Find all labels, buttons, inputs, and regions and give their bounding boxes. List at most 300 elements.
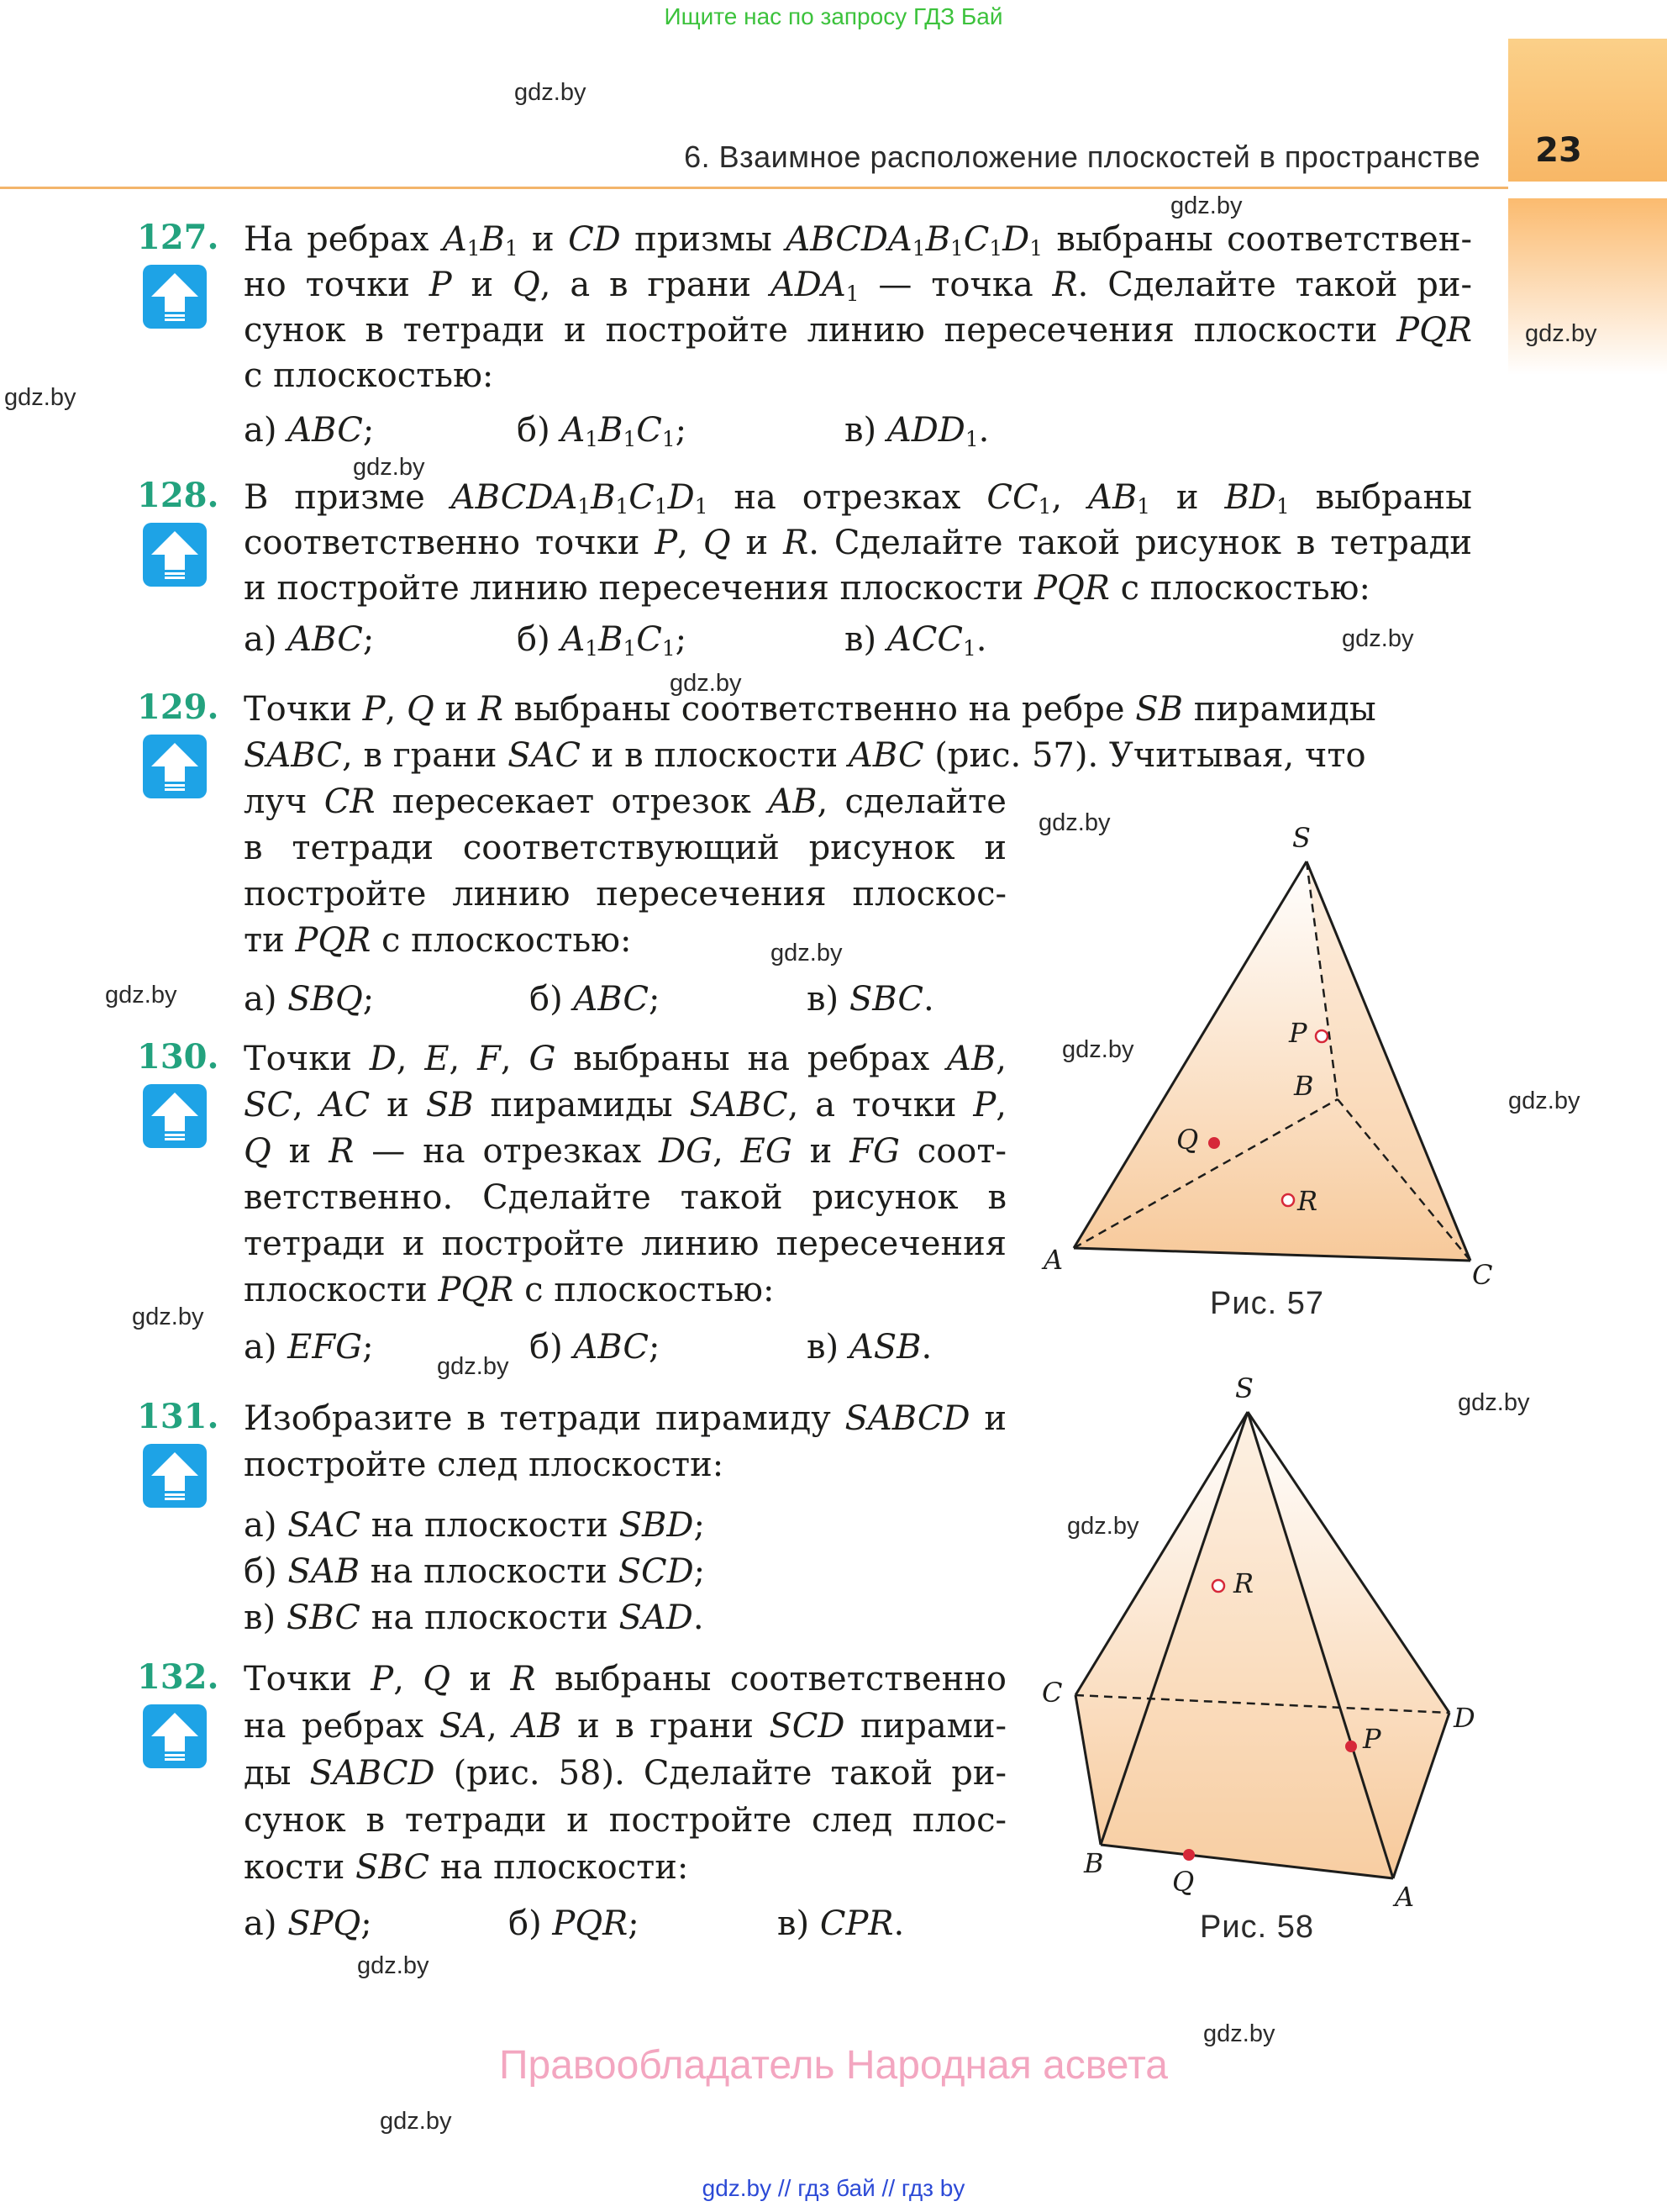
text-run: в) [807, 1328, 849, 1367]
text-run: на плоскости [360, 1506, 619, 1545]
watermark: gdz.by [105, 982, 177, 1009]
arrow-up-icon [143, 1444, 207, 1508]
problem-text-line [244, 1224, 1007, 1263]
text-run: 1 [615, 494, 629, 519]
text-run: кости [244, 1848, 355, 1887]
text-run: 1 [989, 236, 1003, 261]
problem-number: 127. [137, 218, 219, 257]
text-run: , в грани [342, 736, 508, 775]
watermark: gdz.by [437, 1353, 509, 1380]
text-run: (рис. 58). Сделайте такой ри- [434, 1754, 1007, 1793]
text-run: и [451, 266, 513, 304]
text-run: 1 [1029, 236, 1043, 261]
text-run: C [636, 620, 662, 659]
text-run: а) [244, 1506, 288, 1545]
text-run: Q [702, 524, 731, 562]
text-run: а) [244, 411, 288, 450]
text-run: AB [513, 1707, 562, 1746]
text-run: 1 [965, 427, 979, 452]
text-run: ABC [573, 980, 649, 1019]
problem-text-line [244, 831, 1007, 865]
text-run: SAC [287, 1506, 361, 1545]
text-run: а) [244, 980, 288, 1019]
text-run: D [1002, 220, 1030, 259]
text-run: ; [362, 1328, 374, 1367]
text-run: и [370, 1086, 426, 1124]
answer-option [244, 411, 374, 450]
problem-text-line [244, 1754, 1007, 1793]
text-run: и постройте линию пересечения плоскости [244, 569, 1035, 608]
text-run: сунок в тетради и постройте линию пересечения плоскости [244, 311, 1397, 350]
text-run: ABC [287, 411, 363, 450]
text-run: 1 [504, 236, 518, 261]
answer-option [244, 980, 374, 1019]
text-run: R [477, 690, 503, 729]
arrow-up-icon [143, 523, 207, 587]
label-r: R [1297, 1185, 1318, 1217]
text-run: , [393, 1660, 423, 1698]
text-run: A [560, 620, 586, 659]
watermark: gdz.by [670, 670, 742, 697]
text-run: на плоскости [360, 1598, 619, 1637]
text-run: ABC [573, 1328, 649, 1367]
text-run: SBQ [287, 980, 363, 1019]
text-run: На ребрах [244, 220, 443, 259]
text-run: , [449, 1040, 478, 1078]
point-q [1208, 1137, 1220, 1149]
text-run: ABCDA [450, 478, 578, 517]
label-b: B [1294, 1070, 1314, 1102]
text-run: ; [693, 1506, 705, 1545]
text-run: ; [362, 980, 375, 1019]
text-run: б) [517, 411, 561, 450]
text-run: 1 [654, 494, 668, 519]
text-run: PQR [295, 921, 371, 960]
text-run: и [450, 1660, 511, 1698]
text-run: на плоскости: [429, 1848, 689, 1887]
text-run: и [518, 220, 569, 259]
watermark: gdz.by [1342, 625, 1414, 652]
text-run: выбраны [1289, 478, 1473, 517]
figure-57-caption: Рис. 57 [1210, 1286, 1324, 1321]
text-run: ; [628, 1904, 639, 1943]
text-run: Q [406, 690, 434, 729]
problem-text-line [244, 1848, 1007, 1887]
watermark: gdz.by [1067, 1513, 1139, 1540]
text-run: ; [649, 1328, 660, 1367]
label-a: A [1395, 1881, 1415, 1912]
text-run: B [598, 620, 623, 659]
figure-58-pyramid [1033, 1366, 1504, 1912]
label-p: P [1363, 1723, 1381, 1755]
text-run: SABCD [309, 1754, 435, 1793]
text-run: B [480, 220, 505, 259]
text-run: PQR [1034, 569, 1110, 608]
text-run: Q [423, 1660, 451, 1698]
watermark: gdz.by [380, 2108, 452, 2135]
text-run: A [560, 411, 586, 450]
answer-option [529, 980, 660, 1019]
text-run: выбраны соответственно на ребре [502, 690, 1136, 729]
page-tab-bottom [1508, 198, 1667, 375]
text-run: пирамиды [1183, 690, 1376, 729]
figure-57-pyramid [1033, 815, 1504, 1303]
text-run: E [424, 1040, 450, 1078]
watermark: gdz.by [353, 454, 425, 481]
text-run: , а в грани [539, 266, 770, 304]
problem-text-line [244, 690, 1376, 729]
text-run: SPQ [287, 1904, 361, 1943]
text-run: P [655, 524, 678, 562]
text-run: пересекает отрезок [375, 782, 769, 821]
text-run: а) [244, 620, 288, 659]
text-run: CR [323, 782, 376, 821]
text-run: . [692, 1598, 704, 1637]
problem-text-line [244, 1707, 1007, 1746]
text-run: (рис. 57). Учитывая, что [923, 736, 1366, 775]
text-run: ABC [848, 736, 924, 775]
answer-option [244, 1904, 372, 1943]
text-run: 1 [585, 636, 599, 661]
problem-number: 129. [137, 687, 219, 727]
text-run: AB [1087, 478, 1138, 517]
text-run: постройте линию пересечения плоскос- [244, 875, 1007, 914]
search-banner: Ищите нас по запросу ГДЗ Бай [664, 3, 1003, 29]
problem-text-line [244, 1801, 1007, 1840]
text-run: 1 [1275, 494, 1290, 519]
text-run: 1 [845, 282, 860, 307]
text-run: и [1150, 478, 1225, 517]
text-run: D [369, 1040, 397, 1078]
text-run: ABCDA [786, 220, 912, 259]
watermark: gdz.by [1508, 1088, 1580, 1114]
problem-text-line [244, 736, 1366, 775]
text-run: SBD [618, 1506, 694, 1545]
problem-number: 128. [137, 476, 219, 515]
text-run: PQR [1396, 311, 1472, 350]
text-run: B [925, 220, 950, 259]
text-run: ADA [770, 266, 846, 304]
text-run: ; [360, 1904, 372, 1943]
text-run: SB [1135, 690, 1184, 729]
point-r [1212, 1580, 1224, 1592]
problem-text-line [244, 569, 1472, 608]
problem-text-line [244, 311, 1472, 350]
text-run: PQR [552, 1904, 628, 1943]
text-run: 1 [962, 636, 976, 661]
text-run: F [477, 1040, 501, 1078]
label-s: S [1235, 1372, 1254, 1404]
text-run: ; [362, 620, 375, 659]
text-run: пирамиды [473, 1086, 690, 1124]
text-run: соответственно точки [244, 524, 655, 562]
text-run: SAD [618, 1598, 693, 1637]
text-run: , [996, 1040, 1007, 1078]
text-run: с плоскостью: [513, 1271, 775, 1309]
arrow-up-icon [143, 1084, 207, 1148]
text-run: AB [768, 782, 818, 821]
label-p: P [1289, 1017, 1307, 1049]
text-run: выбраны соответственно [535, 1660, 1007, 1698]
text-run: SCD [769, 1707, 845, 1746]
point-p [1316, 1030, 1328, 1042]
text-run: с плоскостью: [1109, 569, 1370, 608]
text-run: . [975, 620, 987, 659]
point-p [1345, 1741, 1357, 1752]
text-run: 1 [623, 636, 637, 661]
text-run: сунок в тетради и постройте след плос- [244, 1801, 1007, 1840]
text-run: DG [659, 1132, 713, 1171]
text-run: C [636, 411, 662, 450]
text-run: ABC [287, 620, 363, 659]
text-run: и в плоскости [581, 736, 849, 775]
text-run: Q [512, 266, 540, 304]
header-rule [0, 187, 1508, 189]
arrow-up-icon [143, 1704, 207, 1768]
text-run: ; [693, 1552, 706, 1591]
text-run: 1 [585, 427, 599, 452]
text-run: 1 [949, 236, 964, 261]
text-run: , [292, 1086, 320, 1124]
text-run: CPR [819, 1904, 894, 1943]
problem-text-line [244, 1662, 1007, 1696]
text-run: соот- [899, 1132, 1007, 1171]
answer-option [508, 1904, 639, 1943]
text-run: ; [675, 620, 687, 659]
text-run: б) [529, 1328, 574, 1367]
text-run: 1 [1038, 494, 1052, 519]
text-run: , [486, 1707, 513, 1746]
text-run: на ребрах [244, 1707, 439, 1746]
watermark: gdz.by [1458, 1389, 1530, 1416]
text-run: 1 [1137, 494, 1151, 519]
label-a: A [1044, 1244, 1064, 1276]
problem-text-line [244, 1448, 1007, 1482]
text-run: SCD [618, 1552, 694, 1591]
problem-number: 132. [137, 1657, 219, 1697]
problem-text-line [244, 526, 1472, 560]
footer-links[interactable]: gdz.by // гдз бай // гдз by [702, 2175, 965, 2201]
answer-option [517, 411, 686, 450]
text-run: б) [529, 980, 574, 1019]
text-run: G [528, 1040, 556, 1078]
text-run: . [923, 980, 934, 1019]
text-run: P [371, 1660, 394, 1698]
text-run: . [978, 411, 990, 450]
text-run: SBC [849, 980, 923, 1019]
text-run: SC [244, 1086, 293, 1124]
text-run: B [591, 478, 616, 517]
problem-text-line [244, 921, 1007, 960]
problem-number: 131. [137, 1397, 219, 1436]
text-run: и [434, 690, 478, 729]
answer-option [844, 620, 986, 659]
text-run: R [783, 524, 809, 562]
watermark: gdz.by [4, 384, 76, 411]
text-run: . Сделайте такой ри- [1077, 266, 1473, 304]
text-run: и [970, 1399, 1007, 1438]
text-run: б) [508, 1904, 553, 1943]
label-q: Q [1172, 1866, 1195, 1898]
answer-option [244, 620, 374, 659]
text-run: AB [947, 1040, 997, 1078]
text-run: плоскости [244, 1271, 439, 1309]
text-run: — точка [859, 266, 1053, 304]
text-run: в) [844, 411, 887, 450]
text-run: EG [740, 1132, 792, 1171]
label-c: C [1042, 1677, 1063, 1709]
text-run: , [1051, 478, 1088, 517]
text-run: . Сделайте такой рисунок в тетради [808, 524, 1472, 562]
text-run: в) [777, 1904, 820, 1943]
text-run: SBC [286, 1598, 360, 1637]
text-run: D [667, 478, 695, 517]
text-run: , [996, 1086, 1007, 1124]
text-run: SAB [287, 1552, 360, 1591]
text-run: P [429, 266, 452, 304]
watermark: gdz.by [770, 940, 843, 966]
problem-text-line [244, 266, 1473, 307]
watermark: gdz.by [1203, 2020, 1275, 2047]
text-run: в) [807, 980, 849, 1019]
text-run: CC [986, 478, 1039, 517]
text-run: , [500, 1040, 529, 1078]
answer-option [244, 1598, 704, 1637]
text-run: с плоскостью: [244, 356, 494, 395]
answer-option [844, 411, 989, 450]
text-run: тетради и постройте линию пересечения [244, 1224, 1007, 1263]
text-run: ды [244, 1754, 310, 1793]
problem-text-line [244, 1088, 1007, 1122]
text-run: FG [849, 1132, 900, 1171]
text-run: Изобразите в тетради пирамиду [244, 1399, 845, 1438]
answer-option [807, 1328, 932, 1367]
text-run: Точки [244, 1040, 370, 1078]
text-run: ACC [886, 620, 963, 659]
text-run: A [442, 220, 467, 259]
text-run: на отрезках [707, 478, 987, 517]
text-run: ; [675, 411, 687, 450]
text-run: , [385, 690, 407, 729]
text-run: в тетради соответствующий рисунок и [244, 829, 1007, 867]
problem-text-line [244, 220, 1473, 261]
text-run: Точки [244, 1660, 371, 1698]
text-run: В призме [244, 478, 451, 517]
problem-text-line [244, 356, 1472, 395]
point-r [1282, 1194, 1294, 1206]
text-run: , а точки [787, 1086, 974, 1124]
text-run: PQR [438, 1271, 514, 1309]
watermark: gdz.by [1525, 320, 1597, 347]
text-run: — на отрезках [354, 1132, 660, 1171]
text-run: б) [244, 1552, 288, 1591]
problem-text-line [244, 1042, 1007, 1076]
text-run: R [1052, 266, 1078, 304]
text-run: а) [244, 1328, 288, 1367]
label-q: Q [1176, 1124, 1199, 1156]
text-run: в) [244, 1598, 287, 1637]
text-run: P [973, 1086, 997, 1124]
text-run: ; [362, 411, 375, 450]
answer-option [807, 980, 934, 1019]
watermark: gdz.by [1062, 1036, 1134, 1063]
text-run: , [677, 524, 703, 562]
chapter-title: 6. Взаимное расположение плоскостей в пространстве [684, 140, 1480, 174]
figure-58-caption: Рис. 58 [1200, 1909, 1314, 1945]
text-run: C [628, 478, 655, 517]
text-run: SBC [355, 1848, 430, 1887]
problem-text-line [244, 1399, 1007, 1438]
text-run: луч [244, 782, 324, 821]
answer-option [244, 1328, 374, 1367]
text-run: и в грани [561, 1707, 770, 1746]
text-run: . [921, 1328, 933, 1367]
watermark: gdz.by [514, 79, 586, 106]
text-run: но точки [244, 266, 429, 304]
text-run: 1 [912, 236, 926, 261]
text-run: 1 [661, 427, 676, 452]
text-run: Точки [244, 690, 363, 729]
answer-option [244, 1552, 705, 1591]
problem-number: 130. [137, 1037, 219, 1077]
answer-option [517, 620, 686, 659]
text-run: , [396, 1040, 425, 1078]
problem-text-line [244, 1132, 1007, 1171]
watermark: gdz.by [1039, 809, 1111, 836]
text-run: 1 [466, 236, 481, 261]
text-run: и [271, 1132, 329, 1171]
text-run: . [893, 1904, 905, 1943]
text-run: , сделайте [817, 782, 1007, 821]
text-run: SABCD [844, 1399, 970, 1438]
label-b: B [1084, 1847, 1104, 1879]
text-run: SAC [507, 736, 581, 775]
watermark: gdz.by [132, 1304, 204, 1330]
text-run: SB [425, 1086, 474, 1124]
text-run: , [713, 1132, 741, 1171]
text-run: C [963, 220, 990, 259]
text-run: на плоскости [360, 1552, 618, 1591]
answer-option [244, 1506, 705, 1545]
text-run: Q [244, 1132, 271, 1171]
text-run: ти [244, 921, 296, 960]
watermark: gdz.by [357, 1952, 429, 1979]
text-run: выбраны на ребрах [555, 1040, 947, 1078]
text-run: а) [244, 1904, 288, 1943]
arrow-up-icon [143, 735, 207, 798]
text-run: выбраны соответствен- [1043, 220, 1473, 259]
text-run: 1 [623, 427, 637, 452]
text-run: R [329, 1132, 355, 1171]
arrow-up-icon [143, 265, 207, 329]
text-run: пирами- [844, 1707, 1007, 1746]
text-run: в) [844, 620, 887, 659]
label-s: S [1292, 822, 1311, 854]
text-run: P [362, 690, 386, 729]
watermark: gdz.by [1170, 192, 1243, 219]
problem-text-line [244, 1273, 1007, 1307]
text-run: SA [439, 1707, 487, 1746]
text-run: B [598, 411, 623, 450]
text-run: б) [517, 620, 561, 659]
label-d: D [1454, 1702, 1475, 1734]
answer-option [529, 1328, 660, 1367]
text-run: AC [319, 1086, 371, 1124]
copyright-notice: Правообладатель Народная асвета [499, 2043, 1168, 2088]
text-run: ветственно. Сделайте такой рисунок в [244, 1178, 1007, 1217]
text-run: постройте след плоскости: [244, 1446, 724, 1484]
text-run: ASB [849, 1328, 922, 1367]
